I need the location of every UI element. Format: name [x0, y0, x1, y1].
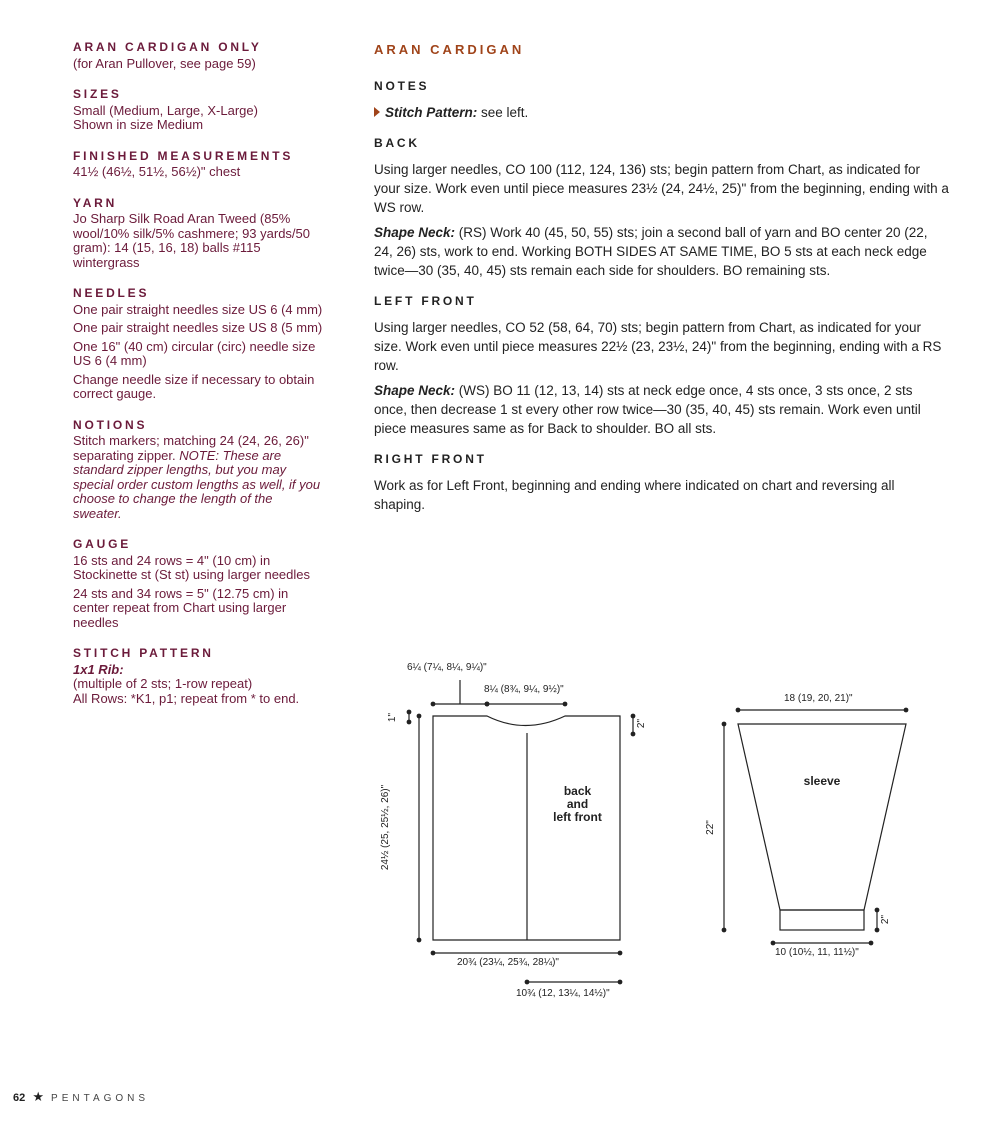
stitch-rows: All Rows: *K1, p1; repeat from * to end. [73, 690, 300, 706]
back-text: Using larger needles, CO 100 (112, 124, 136) sts; begin pattern from Chart, as indicated for your size. Work even until piece measures 23½ (24, 24½, 25)" from the beginning, ending with a WS row. [374, 162, 949, 215]
sleeve-cuff [780, 910, 864, 930]
sleeve-length-label: 22" [704, 820, 716, 835]
piece-label-line: back [563, 784, 592, 798]
cuff-depth-label: 2" [880, 914, 892, 925]
body-length-label: 24½ (25, 25½, 26)" [380, 784, 392, 871]
stitch-pattern-heading: STITCH PATTERN [73, 646, 214, 660]
gauge-item: 16 sts and 24 rows = 4" (10 cm) in Stockinette st (St st) using larger needles [73, 552, 311, 582]
stitch-multiple: (multiple of 2 sts; 1-row repeat) [73, 676, 253, 691]
needles-heading: NEEDLES [73, 286, 150, 300]
yarn-heading: YARN [73, 195, 118, 210]
front-neck-depth-label: 2" [636, 718, 648, 729]
right-front-heading: RIGHT FRONT [374, 452, 487, 466]
star-icon: ★ [32, 1089, 44, 1104]
yarn-text: Jo Sharp Silk Road Aran Tweed (85% wool/10% silk/5% cashmere; 93 yards/50 gram): 14 (15, 16, 18) balls #115 wintergrass [73, 211, 311, 270]
page-footer [13, 1089, 149, 1105]
left-front-shape-neck-text: (WS) BO 11 (12, 13, 14) sts at neck edge once, 4 sts once, 3 sts once, 2 sts once, then decrease 1 st every other row twice—30 (35, 40, 45) sts remain. Work even until piece measures same as for Back to shoulder. BO all sts. [374, 383, 921, 436]
page-number: 62 [13, 1092, 26, 1104]
sizes-list: Small (Medium, Large, X-Large) [73, 102, 258, 118]
cardigan-only-heading: ARAN CARDIGAN ONLY [73, 40, 262, 54]
sizes-heading: SIZES [73, 87, 122, 101]
back-neck-depth-label: 1" [387, 712, 399, 723]
left-front-text: Using larger needles, CO 52 (58, 64, 70) sts; begin pattern from Chart, as indicated for your size. Work even until piece measures 22½ (23, 23½, 24)" from the beginning, ending with a RS row. [374, 320, 942, 373]
needles-item: One pair straight needles size US 8 (5 mm) [73, 320, 323, 335]
piece-label-line: left front [553, 810, 602, 824]
right-front-text: Work as for Left Front, beginning and ending where indicated on chart and reversing all shaping. [374, 478, 895, 512]
back-heading: BACK [374, 136, 420, 150]
sleeve-label: sleeve [803, 774, 841, 788]
shoulder-width-label: 6¼ (7¼, 8¼, 9¼)" [407, 662, 487, 673]
notions-heading: NOTIONS [73, 417, 148, 432]
gauge-heading: GAUGE [73, 537, 132, 551]
finished-measurements-heading: FINISHED MEASUREMENTS [73, 148, 294, 163]
sizes-shown: Shown in size Medium [73, 117, 204, 132]
neck-width-label: 8¼ (8¾, 9¼, 9½)" [484, 684, 564, 695]
notions-note: NOTE: These are standard zipper lengths, but you may special order custom lengths as well, if you choose to change the length of the sweater. [73, 447, 321, 521]
front-width-label: 10¾ (12, 13¼, 14½)" [516, 988, 610, 999]
notes-heading: NOTES [374, 79, 430, 93]
notions-items: Stitch markers; matching 24 (24, 26, 26)" separating zipper. [73, 433, 309, 463]
pullover-reference: (for Aran Pullover, see page 59) [73, 55, 256, 71]
sleeve-top-label: 18 (19, 20, 21)" [784, 693, 853, 704]
back-width-label: 20¾ (23¼, 25¾, 28¼)" [457, 957, 559, 968]
finished-measurements-text: 41½ (46½, 51½, 56½)" chest [73, 164, 241, 179]
needles-item: One pair straight needles size US 6 (4 mm) [73, 301, 323, 317]
piece-label-line: and [566, 797, 589, 811]
back-shape-neck-text: (RS) Work 40 (45, 50, 55) sts; join a second ball of yarn and BO center 20 (22, 24, 26) sts, work to end. Working BOTH SIDES AT SAME TIME, BO 5 sts at each neck edge twice—30 (35, 40, 45) sts remain each side for shoulders. BO remaining sts. [374, 225, 928, 278]
gauge-item: 24 sts and 34 rows = 5" (12.75 cm) in center repeat from Chart using larger needles [73, 585, 289, 630]
sleeve-outline [738, 724, 906, 910]
notes-text: see left. [477, 105, 529, 120]
needles-item: One 16" (40 cm) circular (circ) needle size US 6 (4 mm) [73, 338, 316, 368]
book-title: PENTAGONS [51, 1093, 150, 1104]
cuff-width-label: 10 (10½, 11, 11½)" [775, 947, 859, 958]
stitch-name: 1x1 Rib: [73, 661, 124, 677]
pattern-title: ARAN CARDIGAN [374, 42, 525, 57]
back-shape-neck-label: Shape Neck: [374, 225, 456, 240]
back-and-left-front-label [540, 785, 615, 824]
notes-label: Stitch Pattern: [385, 105, 478, 120]
needles-gauge-note: Change needle size if necessary to obtain correct gauge. [73, 371, 315, 401]
left-front-shape-neck-label: Shape Neck: [374, 383, 456, 398]
left-front-heading: LEFT FRONT [374, 294, 477, 308]
